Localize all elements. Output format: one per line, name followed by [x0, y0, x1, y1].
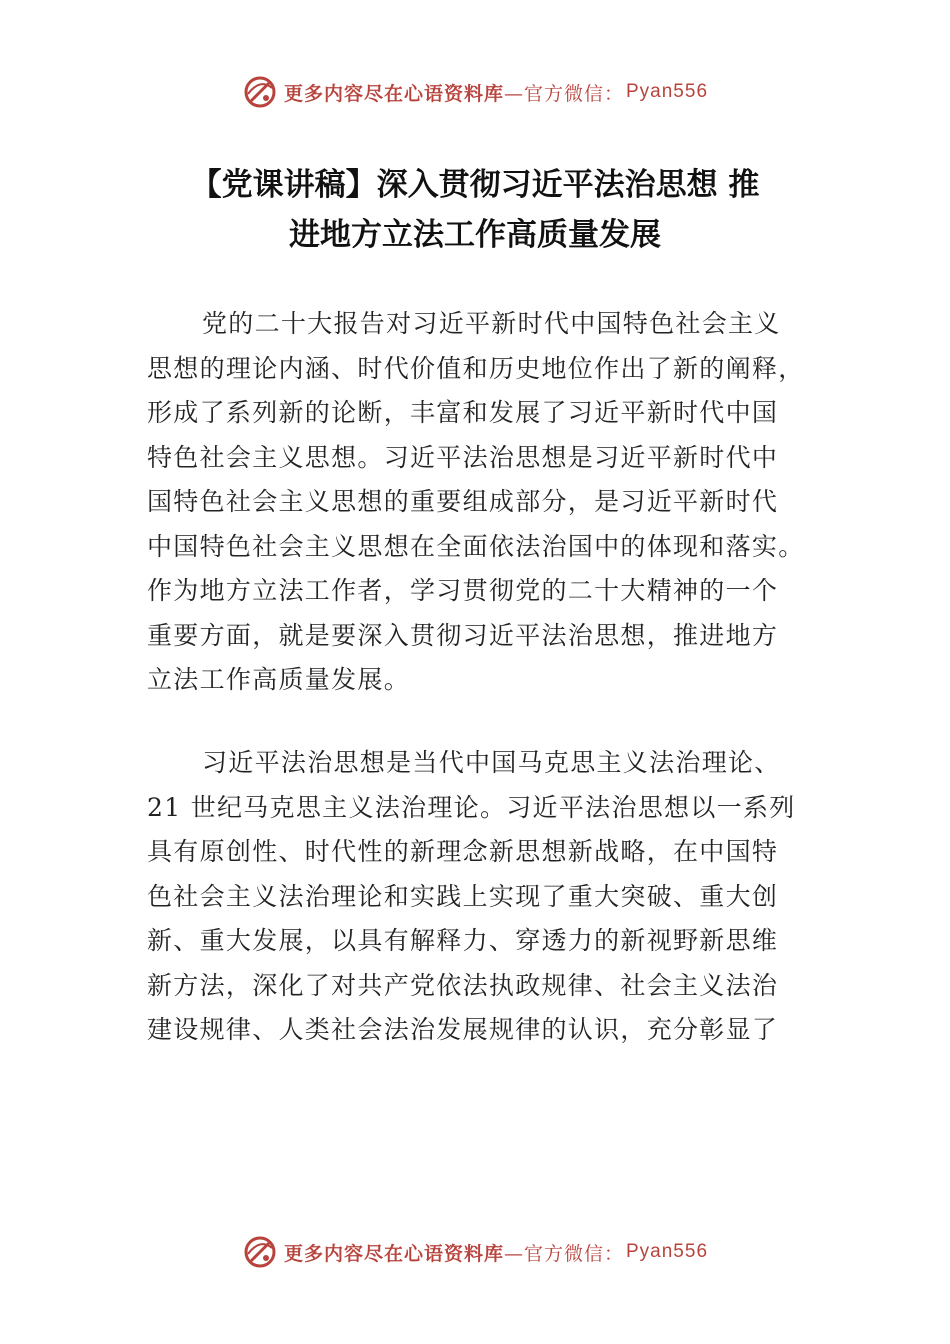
paragraph	[147, 302, 807, 703]
banner-wechat-id: Pyan556	[626, 1241, 709, 1262]
banner-separator: —官方微信：	[503, 1242, 624, 1265]
footer-banner	[0, 1232, 950, 1272]
header-banner	[0, 72, 950, 112]
paragraph	[147, 741, 807, 1053]
paragraph-line: 国特色社会主义思想的重要组成部分，是习近平新时代	[147, 487, 779, 516]
banner-text: 更多内容尽在心语资料库	[283, 82, 504, 105]
banner-separator: —官方微信：	[503, 82, 624, 105]
paragraph-line: 习近平法治思想是当代中国马克思主义法治理论、	[202, 748, 781, 777]
paragraph-line: 新、重大发展，以具有解释力、穿透力的新视野新思维	[147, 926, 779, 955]
logo-icon	[242, 1234, 278, 1270]
paragraph-line: 中国特色社会主义思想在全面依法治国中的体现和落实。	[147, 531, 805, 561]
paragraph-line: 党的二十大报告对习近平新时代中国特色社会主义	[202, 309, 781, 338]
paragraph-line: 形成了系列新的论断，丰富和发展了习近平新时代中国	[147, 398, 779, 427]
paragraph-line: 重要方面，就是要深入贯彻习近平法治思想，推进地方	[147, 620, 779, 650]
title-line: 进地方立法工作高质量发展	[289, 217, 661, 253]
banner-text: 更多内容尽在心语资料库	[283, 1242, 504, 1265]
logo-icon	[242, 74, 278, 110]
paragraph-line: 特色社会主义思想。习近平法治思想是习近平新时代中	[147, 442, 779, 472]
document-title	[120, 160, 830, 260]
paragraph-line: 新方法，深化了对共产党依法执政规律、社会主义法治	[147, 970, 779, 1000]
banner-wechat-id: Pyan556	[626, 81, 709, 102]
paragraph-line: 作为地方立法工作者，学习贯彻党的二十大精神的一个	[147, 576, 779, 605]
paragraph-line: 21 世纪马克思主义法治理论。习近平法治思想以一系列	[147, 792, 796, 822]
paragraph-line: 思想的理论内涵、时代价值和历史地位作出了新的阐释，	[147, 353, 805, 383]
paragraph-line: 建设规律、人类社会法治发展规律的认识，充分彰显了	[147, 1015, 779, 1044]
title-line: 【党课讲稿】深入贯彻习近平法治思想 推	[190, 167, 760, 203]
paragraph-line: 立法工作高质量发展。	[147, 665, 411, 694]
paragraph-line: 具有原创性、时代性的新理念新思想新战略，在中国特	[147, 837, 779, 866]
paragraph-line: 色社会主义法治理论和实践上实现了重大突破、重大创	[147, 881, 779, 911]
